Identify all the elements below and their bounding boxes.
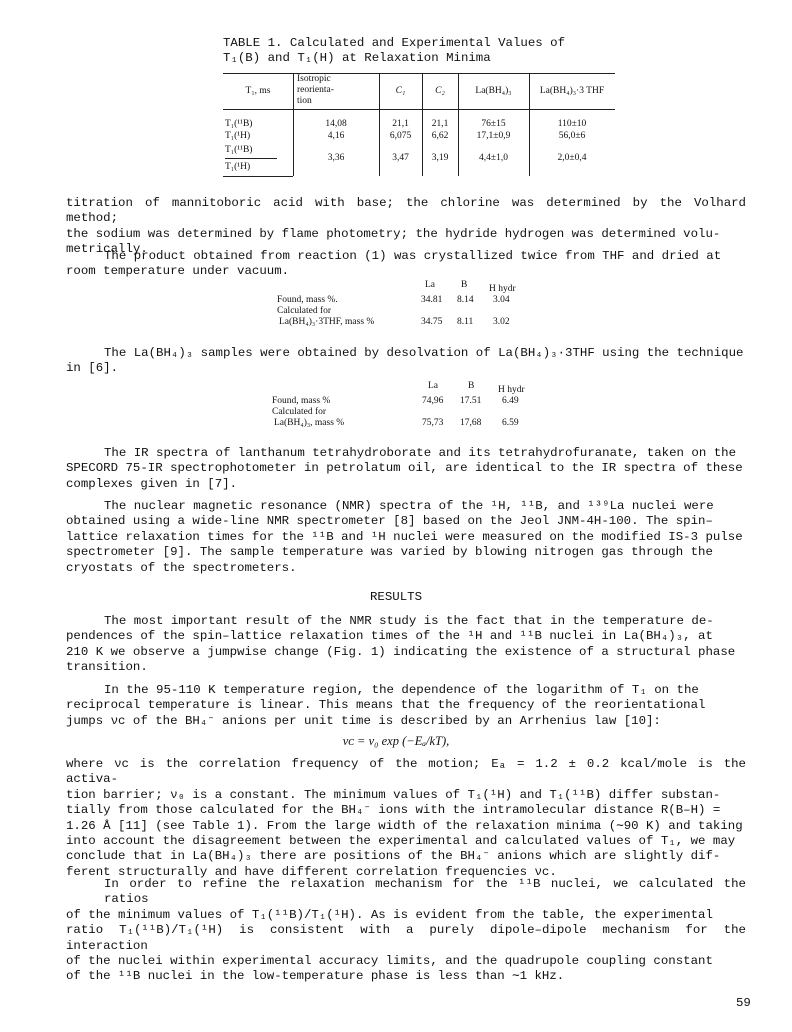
paragraph-relaxation-mechanism [66, 877, 746, 985]
arrhenius-formula: νᴄ = ν₀ exp (−Eₐ/kT), [342, 734, 450, 748]
comp-value: 17.51 [460, 396, 482, 406]
composition-table-1 [277, 280, 577, 332]
header-isotropic-line: Isotropic [297, 74, 331, 84]
text-line: The most important result of the NMR study is the fact that in the temperature de- [104, 614, 714, 628]
comp-value: 3.04 [493, 295, 510, 305]
text-line: in [6]. [66, 361, 119, 376]
comp-value: 74,96 [422, 396, 444, 406]
comp-value: 75,73 [422, 418, 444, 428]
table-cell: 3,36 [327, 153, 345, 163]
text-line: In the 95-110 K temperature region, the dependence of the logarithm of T₁ on the [104, 683, 699, 697]
table-caption-line-1: TABLE 1. Calculated and Experimental Values of [223, 36, 566, 50]
ratio-fraction-bar [225, 158, 277, 159]
comp-value: 34.75 [421, 317, 443, 327]
paragraph-correlation [66, 757, 746, 880]
text-line: jumps νᴄ of the BH₄⁻ anions per unit time is described by an Arrhenius law [10]: [66, 713, 661, 728]
comp-header-hhydr: H hydr [489, 284, 516, 294]
text-line: spectrometer [9]. The sample temperature was varied by blowing nitrogen gas through the [66, 545, 713, 560]
paragraph-nmr-spectra [66, 499, 746, 576]
comp-calc-label: Calculated for [272, 407, 327, 417]
paragraph-arrhenius [66, 683, 746, 729]
text-line: ratio T₁(¹¹B)/T₁(¹H) is consistent with a purely dipole–dipole mechanism for the interaction [66, 923, 746, 953]
text-line: titration of mannitoboric acid with base; the chlorine was determined by the Volhard method; [66, 196, 746, 226]
table-cell: 3,47 [392, 153, 409, 163]
table-cell: 4,16 [327, 131, 345, 141]
table-caption-line-2: T₁(B) and T₁(H) at Relaxation Minima [223, 51, 491, 66]
text-line: The nuclear magnetic resonance (NMR) spectra of the ¹H, ¹¹B, and ¹³⁹La nuclei were [104, 499, 714, 513]
table-top-rule [223, 73, 615, 74]
comp-header-b: B [468, 381, 475, 391]
table-cell: 56,0±6 [558, 131, 586, 141]
text-line: of the nuclei within experimental accuracy limits, and the quadrupole coupling constant [66, 954, 713, 969]
text-line: room temperature under vacuum. [66, 264, 290, 279]
text-line: where νᴄ is the correlation frequency of the motion; Eₐ = 1.2 ± 0.2 kcal/mole is the activa- [66, 757, 746, 787]
table-row-1-label: T₁(¹¹B) [225, 119, 253, 129]
comp-value: 17,68 [460, 418, 482, 428]
table-cell: 14,08 [325, 119, 347, 129]
table-header-la-bh4-thf: La(BH₄)₃·3 THF [539, 86, 605, 96]
comp-value: 6.59 [502, 418, 519, 428]
table-cell: 3,19 [431, 153, 449, 163]
table-header-c1: C₁ [395, 86, 406, 96]
text-line: the sodium was determined by flame photometry; the hydride hydrogen was determined volu- [66, 226, 721, 241]
text-line: The La(BH₄)₃ samples were obtained by desolvation of La(BH₄)₃·3THF using the technique [104, 346, 744, 360]
comp-header-hhydr: H hydr [498, 385, 525, 395]
text-line: obtained using a wide-line NMR spectrometer [8] based on the Jeol JNM-4H-100. The spin– [66, 514, 713, 529]
text-line: lattice relaxation times for the ¹¹B and ¹H nuclei were measured on the modified IS-3 pulse [66, 529, 743, 544]
table-caption [223, 36, 565, 67]
table-header-la-bh4: La(BH₄)₃ [475, 86, 512, 96]
table-1 [223, 73, 615, 176]
comp-calc-label: Calculated for [277, 306, 332, 316]
comp-value: 8.11 [457, 317, 474, 327]
table-row-3-ratio-denominator: T₁(¹H) [225, 162, 251, 172]
text-line: 1.26 Å [11] (see Table 1). From the large width of the relaxation minima (∼90 K) and taking [66, 818, 743, 833]
text-line: tially from those calculated for the BH₄⁻ ions with the intramolecular distance R(B–H) = [66, 803, 721, 818]
table-cell: 6,62 [431, 131, 449, 141]
table-header-c2: C₂ [435, 86, 445, 96]
table-bottom-rule [223, 176, 293, 177]
text-line: of the minimum values of T₁(¹¹B)/T₁(¹H). As is evident from the table, the experimental [66, 907, 713, 922]
table-cell: 6,075 [389, 131, 412, 141]
table-row-3-ratio-numerator: T₁(¹¹B) [225, 145, 253, 155]
comp-calc-formula: La(BH₄)₃, mass % [274, 418, 345, 428]
text-line: pendences of the spin–lattice relaxation times of the ¹H and ¹¹B nuclei in La(BH₄)₃, at [66, 629, 713, 644]
text-line: SPECORD 75-IR spectrophotometer in petrolatum oil, are identical to the IR spectra of these [66, 461, 743, 476]
table-cell: 21,1 [431, 119, 449, 129]
comp-value: 3.02 [493, 317, 510, 327]
comp-found-label: Found, mass % [272, 396, 331, 406]
comp-found-label: Found, mass %. [277, 295, 338, 305]
text-line: transition. [66, 660, 148, 675]
table-header-t1: T₁, ms [245, 86, 271, 96]
text-line: tion barrier; ν₀ is a constant. The minimum values of T₁(¹H) and T₁(¹¹B) differ substan- [66, 787, 721, 802]
table-cell: 76±15 [481, 119, 506, 129]
text-line: In order to refine the relaxation mechanism for the ¹¹B nuclei, we calculated the ratios [104, 877, 746, 907]
paragraph-results-main [66, 614, 746, 676]
text-line: complexes given in [7]. [66, 476, 238, 491]
comp-header-la: La [425, 280, 436, 290]
comp-calc-formula: La(BH₄)₃·3THF, mass % [279, 317, 375, 327]
comp-value: 34.81 [421, 295, 443, 305]
paragraph-desolvation [66, 346, 746, 377]
comp-value: 8.14 [457, 295, 474, 305]
comp-value: 6.49 [502, 396, 519, 406]
table-cell: 17,1±0,9 [476, 131, 511, 141]
table-header-rule [223, 109, 615, 110]
table-header-isotropic [297, 74, 377, 107]
header-isotropic-line: tion [297, 96, 312, 106]
text-line: The IR spectra of lanthanum tetrahydroborate and its tetrahydrofuranate, taken on the [104, 446, 737, 460]
text-line: reciprocal temperature is linear. This means that the frequency of the reorientational [66, 698, 706, 713]
text-line: cryostats of the spectrometers. [66, 560, 297, 575]
table-cell: 21,1 [392, 119, 409, 129]
header-isotropic-line: reorienta- [297, 85, 334, 95]
text-line: 210 K we observe a jumpwise change (Fig. 1) indicating the existence of a structural phase [66, 644, 736, 659]
text-line: of the ¹¹B nuclei in the low-temperature phase is less than ∼1 kHz. [66, 969, 565, 984]
paragraph-product [66, 249, 746, 280]
table-cell: 2,0±0,4 [557, 153, 587, 163]
text-line: metrically. [66, 242, 148, 257]
table-row-2-label: T₁(¹H) [225, 131, 251, 141]
text-line: ferent structurally and have different correlation frequencies νᴄ. [66, 864, 557, 879]
text-line: into account the disagreement between the experimental and calculated values of T₁, we may [66, 834, 736, 849]
results-heading: RESULTS [369, 590, 423, 604]
paragraph-ir-spectra [66, 446, 746, 492]
comp-header-la: La [428, 381, 439, 391]
text-line: The product obtained from reaction (1) was crystallized twice from THF and dried at [104, 249, 722, 263]
page-number: 59 [736, 996, 751, 1010]
table-cell: 110±10 [557, 119, 587, 129]
comp-header-b: B [461, 280, 468, 290]
composition-table-2 [272, 381, 572, 433]
text-line: conclude that in La(BH₄)₃ there are positions of the BH₄⁻ anions which are slightly dif- [66, 849, 721, 864]
table-cell: 4,4±1,0 [479, 153, 508, 163]
